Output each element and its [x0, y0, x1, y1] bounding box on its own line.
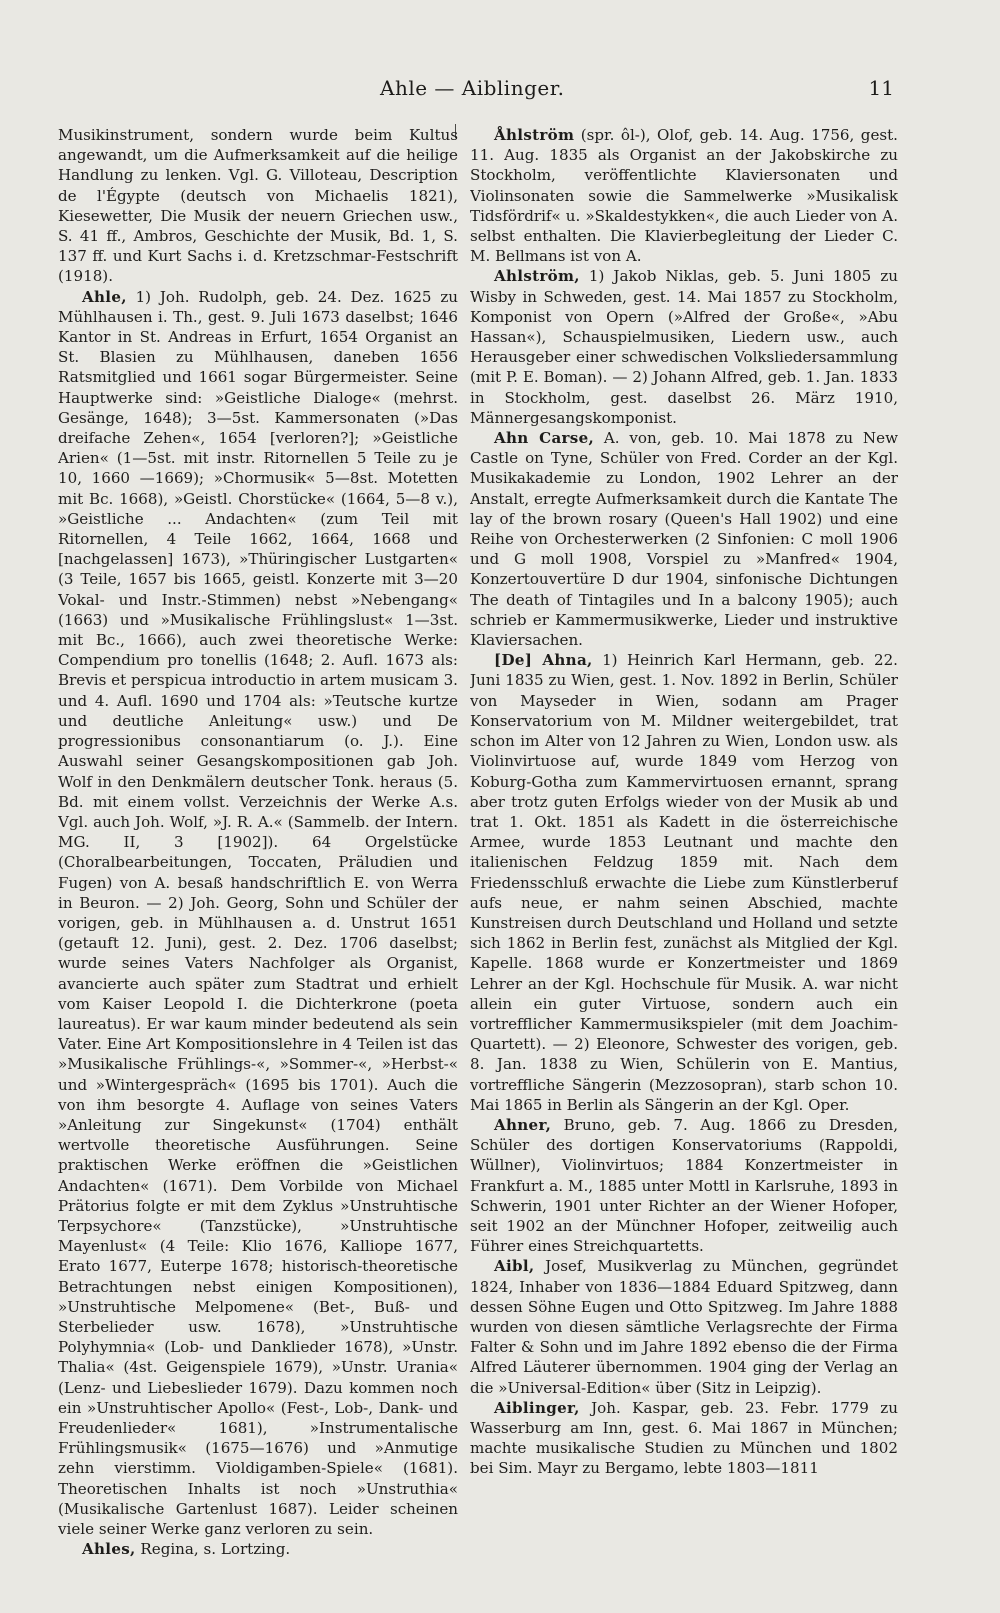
entry-text: Josef, Musikverlag zu München, gegründet 1824, Inhaber von 1836—1884 Eduard Spitzweg, dann dessen Söhne Eugen und Otto Spitzweg. Im Jahre 1888 wurden von diesen sämtliche Verlagsrechte der Firma Falter & Sohn und im Jahre 1892 ebenso die der Firma Alfred Läuterer übernommen. 1904 ging der Verlag an die »Universal-Edition« über (Sitz in Leipzig).	[470, 1257, 898, 1397]
entry-headword: Åhlström	[494, 126, 575, 144]
entry-text: Musikinstrument, sondern wurde beim Kultus angewandt, um die Aufmerksamkeit auf die heilige Handlung zu lenken. Vgl. G. Villoteau, Description de l'Égypte (deutsch von Michaelis 1821), Kiesewetter, Die Musik der neuern Griechen usw., S. 41 ff., Ambros, Geschichte der Musik, Bd. 1, S. 137 ff. und Kurt Sachs i. d. Kretzschmar-Festschrift (1918).	[58, 126, 458, 286]
running-head-title: Ahle — Aiblinger.	[380, 76, 565, 100]
left-column	[58, 125, 458, 1595]
entry-ahner	[470, 1115, 898, 1256]
entry-aiblinger	[470, 1398, 898, 1479]
page-number: 11	[868, 76, 894, 100]
entry-ahles	[58, 1539, 458, 1559]
entry-text: (spr. ôl-), Olof, geb. 14. Aug. 1756, gest. 11. Aug. 1835 als Organist an der Jakobskirche zu Stockholm, veröffentlichte Klaviersonaten und Violinsonaten sowie die Sammelwerke »Musikalisk Tidsfördrif« u. »Skaldestykken«, die auch Lieder von A. selbst enthalten. Die Klavierbegleitung der Lieder C. M. Bellmans ist von A.	[470, 126, 898, 266]
entry-headword: Ahner,	[494, 1115, 552, 1134]
entry-ahlstroem-olof	[470, 125, 898, 266]
entry-ahlstroem	[470, 266, 898, 428]
entry-headword: Aiblinger,	[494, 1398, 580, 1417]
entry-text: 1) Jakob Niklas, geb. 5. Juni 1805 zu Wisby in Schweden, gest. 14. Mai 1857 zu Stockholm, Komponist von Opern (»Alfred der Große«, »Abu Hassan«), Schauspielmusiken, Liedern usw., auch Herausgeber einer schwedischen Volksliedersammlung (mit P. E. Boman). — 2) Johann Alfred, geb. 1. Jan. 1833 in Stockholm, gest. daselbst 26. März 1910, Männergesangskomponist.	[470, 267, 898, 427]
entry-text: 1) Heinrich Karl Hermann, geb. 22. Juni 1835 zu Wien, gest. 1. Nov. 1892 in Berlin, Schüler von Mayseder in Wien, sodann am Prager Konservatorium von M. Mildner weitergebildet, trat schon im Alter von 12 Jahren zu Wien, London usw. als Violinvirtuose auf, wurde 1849 vom Herzog von Koburg-Gotha zum Kammervirtuosen ernannt, sprang aber trotz guten Erfolgs wieder von der Musik ab und trat 1. Okt. 1851 als Kadett in die österreichische Armee, wurde 1853 Leutnant und machte den italienischen Feldzug 1859 mit. Nach dem Friedensschluß erwachte die Liebe zum Künstlerberuf aufs neue, er nahm seinen Abschied, machte Kunstreisen durch Deutschland und Holland und setzte sich 1862 in Berlin fest, zunächst als Mitglied der Kgl. Kapelle. 1868 wurde er Konzertmeister und 1869 Lehrer an der Kgl. Hochschule für Musik. A. war nicht allein ein guter Virtuose, sondern auch ein vortrefflicher Kammermusikspieler (mit dem Joachim-Quartett). — 2) Eleonore, Schwester des vorigen, geb. 8. Jan. 1838 zu Wien, Schülerin von E. Mantius, vortreffliche Sängerin (Mezzosopran), starb schon 10. Mai 1865 in Berlin als Sängerin an der Kgl. Oper.	[470, 651, 898, 1114]
entry-continuation	[58, 125, 458, 287]
entry-text: A. von, geb. 10. Mai 1878 zu New Castle on Tyne, Schüler von Fred. Corder an der Kgl. Musikakademie zu London, 1902 Lehrer an der Anstalt, erregte Aufmerksamkeit durch die Kantate The lay of the brown rosary (Queen's Hall 1902) und eine Reihe von Orchesterwerken (2 Sinfonien: C moll 1906 und G moll 1908, Vorspiel zu »Manfred« 1904, Konzertouvertüre D dur 1904, sinfonische Dichtungen The death of Tintagiles und In a balcony 1905); auch schrieb er Kammermusikwerke, Lieder und instruktive Klaviersachen.	[470, 429, 898, 650]
right-column	[470, 125, 898, 1595]
entry-headword: Ahle,	[82, 287, 127, 306]
entry-de-ahna	[470, 650, 898, 1115]
entry-ahn-carse	[470, 428, 898, 650]
entry-headword: Ahlström,	[494, 267, 580, 286]
entry-headword: Ahles,	[82, 1540, 136, 1559]
entry-text: Regina, s. Lortzing.	[140, 1540, 291, 1559]
entry-headword: Aibl,	[494, 1257, 535, 1276]
entry-text: Bruno, geb. 7. Aug. 1866 zu Dresden, Schüler des dortigen Konservatoriums (Rappoldi, Wüllner), Violinvirtuos; 1884 Konzertmeister in Frankfurt a. M., 1885 unter Mottl in Karlsruhe, 1893 in Schwerin, 1901 unter Richter an der Wiener Hofoper, seit 1902 an der Münchner Hofoper, zeitweilig auch Führer eines Streichquartetts.	[470, 1115, 898, 1256]
entry-headword: Ahn Carse,	[494, 429, 595, 448]
entry-text: Joh. Kaspar, geb. 23. Febr. 1779 zu Wasserburg am Inn, gest. 6. Mai 1867 in München; machte musikalische Studien zu München und 1802 bei Sim. Mayr zu Bergamo, lebte 1803—1811	[470, 1398, 898, 1478]
running-head	[0, 76, 1000, 112]
entry-text: 1) Joh. Rudolph, geb. 24. Dez. 1625 zu Mühlhausen i. Th., gest. 9. Juli 1673 daselbst; 1646 Kantor in St. Andreas in Erfurt, 1654 Organist an St. Blasien zu Mühlhausen, daneben 1656 Ratsmitglied und 1661 sogar Bürgermeister. Seine Hauptwerke sind: »Geistliche Dialoge« (mehrst. Gesänge, 1648); 3—5st. Kammersonaten (»Das dreifache Zehen«, 1654 [verloren?]; »Geistliche Arien« (1—5st. mit instr. Ritornellen 5 Teile zu je 10, 1660 —1669); »Chormusik« 5—8st. Motetten mit Bc. 1668), »Geistl. Chorstücke« (1664, 5—8 v.), »Geistliche ... Andachten« (zum Teil mit Ritornellen, 4 Teile 1662, 1664, 1668 und [nachgelassen] 1673), »Thüringischer Lustgarten« (3 Teile, 1657 bis 1665, geistl. Konzerte mit 3—20 Vokal- und Instr.-Stimmen) nebst »Nebengang« (1663) und »Musikalische Frühlingslust« 1—3st. mit Bc., 1666), auch zwei theoretische Werke: Compendium pro tonellis (1648; 2. Aufl. 1673 als: Brevis et perspicua introductio in artem musicam 3. und 4. Aufl. 1690 und 1704 als: »Teutsche kurtze und deutliche Anleitung« usw.) und De progressionibus consonantiarum (o. J.). Eine Auswahl seiner Gesangskompositionen gab Joh. Wolf in den Denkmälern deutscher Tonk. heraus (5. Bd. mit einem vollst. Verzeichnis der Werke A.s. Vgl. auch Joh. Wolf, »J. R. A.« (Sammelb. der Intern. MG. II, 3 [1902]). 64 Orgelstücke (Choralbearbeitungen, Toccaten, Präludien und Fugen) von A. besaß handschriftlich E. von Werra in Beuron. — 2) Joh. Georg, Sohn und Schüler der vorigen, geb. in Mühlhausen a. d. Unstrut 1651 (getauft 12. Juni), gest. 2. Dez. 1706 daselbst; wurde seines Vaters Nachfolger als Organist, avancierte auch später zum Stadtrat und erhielt vom Kaiser Leopold I. die Dichterkrone (poeta laureatus). Er war kaum minder bedeutend als sein Vater. Eine Art Kompositionslehre in 4 Teilen ist das »Musikalische Frühlings-«, »Sommer-«, »Herbst-« und »Wintergespräch« (1695 bis 1701). Auch die von ihm besorgte 4. Auflage von seines Vaters »Anleitung zur Singekunst« (1704) enthält wertvolle theoretische Ausführungen. Seine praktischen Werke eröffnen die »Geistlichen Andachten« (1671). Dem Vorbilde von Michael Prätorius folgte er mit dem Zyklus »Unstruhtische Terpsychore« (Tanzstücke), »Unstruhtische Mayenlust« (4 Teile: Klio 1676, Kalliope 1677, Erato 1677, Euterpe 1678; historisch-theoretische Betrachtungen nebst einigen Kompositionen), »Unstruhtische Melpomene« (Bet-, Buß- und Sterbelieder usw. 1678), »Unstruhtische Polyhymnia« (Lob- und Danklieder 1678), »Unstr. Thalia« (4st. Geigenspiele 1679), »Unstr. Urania« (Lenz- und Liebeslieder 1679). Dazu kommen noch ein »Unstruhtischer Apollo« (Fest-, Lob-, Dank- und Freudenlieder« 1681), »Instrumentalische Frühlingsmusik« (1675—1676) und »Anmutige zehn vierstimm. Violdigamben-Spiele« (1681). Theoretischen Inhalts ist noch »Unstruthia« (Musikalische Gartenlust 1687). Leider scheinen viele seiner Werke ganz verloren zu sein.	[58, 287, 458, 1539]
entry-headword: [De] Ahna,	[494, 651, 593, 670]
entry-ahle	[58, 287, 458, 1540]
entry-aibl	[470, 1256, 898, 1397]
